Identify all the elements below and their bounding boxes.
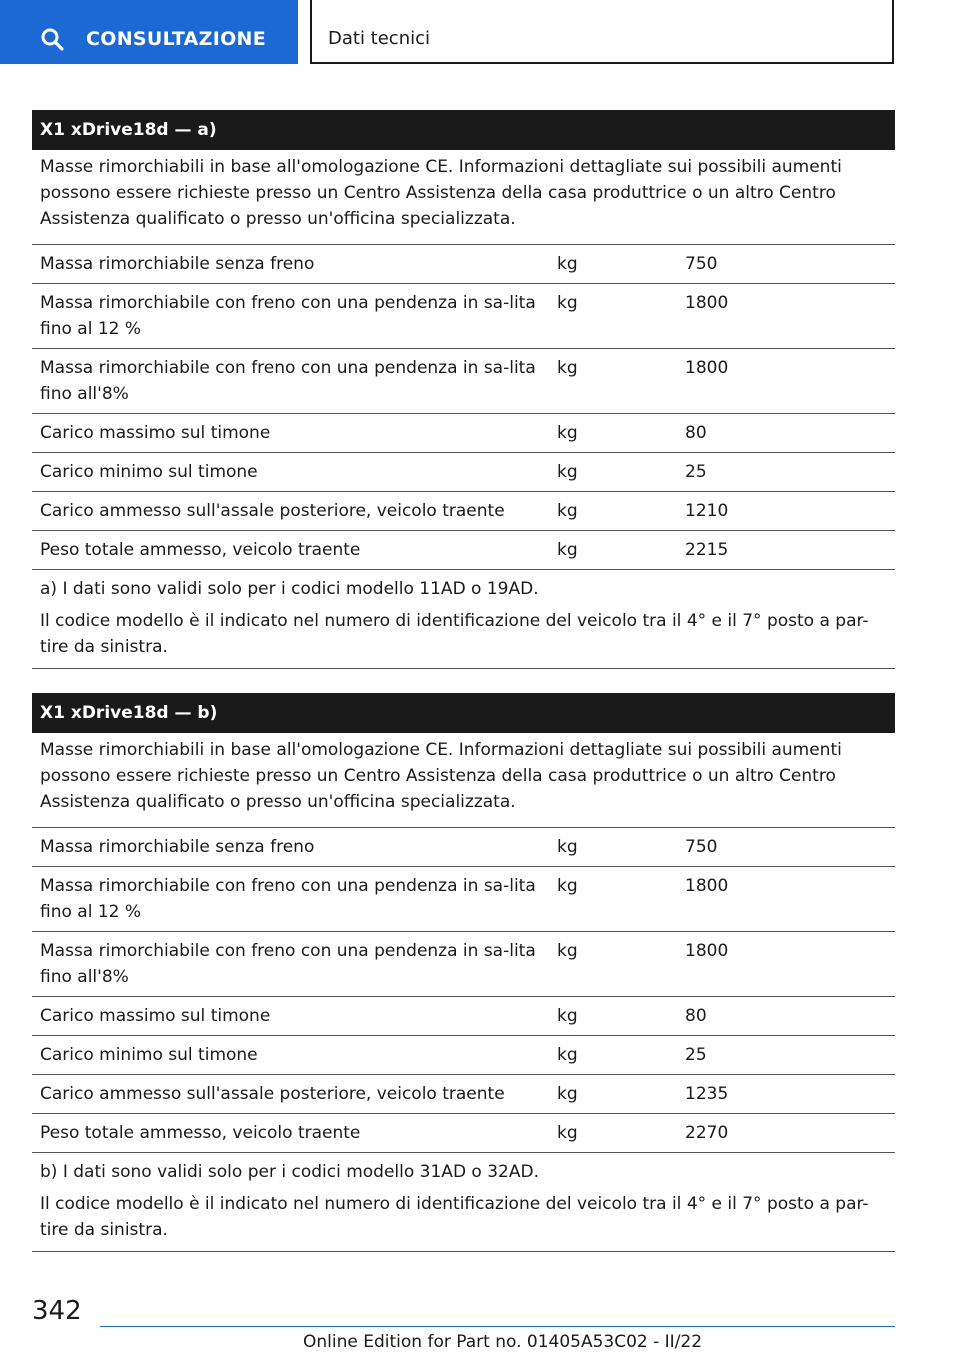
row-value: 1800	[685, 941, 729, 961]
row-unit: kg	[557, 1045, 578, 1065]
table-row	[32, 827, 895, 866]
table-row	[32, 996, 895, 1035]
row-label: Carico minimo sul timone	[40, 462, 258, 482]
footnote-model-code: Il codice modello è il indicato nel numero di identificazione del veicolo tra il 4° e il 7° posto a par-tire da sinistra.	[40, 1194, 869, 1240]
table-row	[32, 866, 895, 931]
row-value: 2215	[685, 540, 729, 560]
row-unit: kg	[557, 1006, 578, 1026]
footnote: b) I dati sono validi solo per i codici modello 31AD o 32AD.	[40, 1162, 539, 1182]
page-number: 342	[32, 1296, 82, 1326]
row-value: 1800	[685, 876, 729, 896]
row-label: Carico ammesso sull'assale posteriore, veicolo traente	[40, 501, 505, 521]
footnotes	[32, 1152, 895, 1252]
row-label: Massa rimorchiabile con freno con una pendenza in sa-lita fino al 12 %	[40, 876, 536, 922]
row-value: 750	[685, 837, 718, 857]
row-value: 80	[685, 423, 707, 443]
row-value: 80	[685, 1006, 707, 1026]
row-value: 25	[685, 1045, 707, 1065]
row-value: 2270	[685, 1123, 729, 1143]
footnotes	[32, 569, 895, 669]
section-header	[310, 0, 894, 64]
section-label: Dati tecnici	[328, 28, 431, 49]
row-value: 1235	[685, 1084, 729, 1104]
row-unit: kg	[557, 501, 578, 521]
section-title: X1 xDrive18d — a)	[32, 110, 895, 150]
row-value: 1800	[685, 293, 729, 313]
table-row	[32, 931, 895, 996]
row-unit: kg	[557, 358, 578, 378]
row-label: Massa rimorchiabile senza freno	[40, 837, 315, 857]
table-row	[32, 244, 895, 283]
section-a	[32, 110, 895, 669]
section-title: X1 xDrive18d — b)	[32, 693, 895, 733]
row-unit: kg	[557, 941, 578, 961]
row-unit: kg	[557, 540, 578, 560]
row-label: Carico minimo sul timone	[40, 1045, 258, 1065]
row-label: Peso totale ammesso, veicolo traente	[40, 1123, 361, 1143]
row-value: 1800	[685, 358, 729, 378]
row-label: Massa rimorchiabile con freno con una pendenza in sa-lita fino all'8%	[40, 941, 536, 987]
row-label: Carico massimo sul timone	[40, 1006, 271, 1026]
row-unit: kg	[557, 423, 578, 443]
row-unit: kg	[557, 293, 578, 313]
table-row	[32, 452, 895, 491]
row-unit: kg	[557, 876, 578, 896]
row-value: 750	[685, 254, 718, 274]
table-row	[32, 283, 895, 348]
search-icon	[40, 27, 64, 51]
row-label: Massa rimorchiabile con freno con una pendenza in sa-lita fino all'8%	[40, 358, 536, 404]
edition-text: Online Edition for Part no. 01405A53C02 - II/22	[303, 1332, 703, 1352]
section-intro: Masse rimorchiabili in base all'omologazione CE. Informazioni dettagliate sui possibili aumenti possono essere richieste presso un Centro Assistenza della casa produttrice o un altro Centro Assistenza qualificato o presso un'officina specializzata.	[40, 157, 842, 229]
table-row	[32, 530, 895, 569]
row-value: 25	[685, 462, 707, 482]
table-row	[32, 1074, 895, 1113]
tab-label: CONSULTAZIONE	[86, 28, 267, 50]
consultation-tab[interactable]	[0, 0, 298, 64]
footer-divider	[100, 1326, 895, 1327]
row-label: Peso totale ammesso, veicolo traente	[40, 540, 361, 560]
footnote: a) I dati sono validi solo per i codici modello 11AD o 19AD.	[40, 579, 539, 599]
table-row	[32, 1035, 895, 1074]
row-label: Carico massimo sul timone	[40, 423, 271, 443]
row-unit: kg	[557, 837, 578, 857]
section-b	[32, 693, 895, 1252]
row-unit: kg	[557, 462, 578, 482]
row-unit: kg	[557, 1084, 578, 1104]
row-unit: kg	[557, 1123, 578, 1143]
section-intro: Masse rimorchiabili in base all'omologazione CE. Informazioni dettagliate sui possibili aumenti possono essere richieste presso un Centro Assistenza della casa produttrice o un altro Centro Assistenza qualificato o presso un'officina specializzata.	[40, 740, 842, 812]
row-label: Carico ammesso sull'assale posteriore, veicolo traente	[40, 1084, 505, 1104]
row-unit: kg	[557, 254, 578, 274]
footnote-model-code: Il codice modello è il indicato nel numero di identificazione del veicolo tra il 4° e il 7° posto a par-tire da sinistra.	[40, 611, 869, 657]
row-label: Massa rimorchiabile con freno con una pendenza in sa-lita fino al 12 %	[40, 293, 536, 339]
table-row	[32, 1113, 895, 1152]
row-label: Massa rimorchiabile senza freno	[40, 254, 315, 274]
table-row	[32, 348, 895, 413]
row-value: 1210	[685, 501, 729, 521]
table-row	[32, 491, 895, 530]
table-row	[32, 413, 895, 452]
